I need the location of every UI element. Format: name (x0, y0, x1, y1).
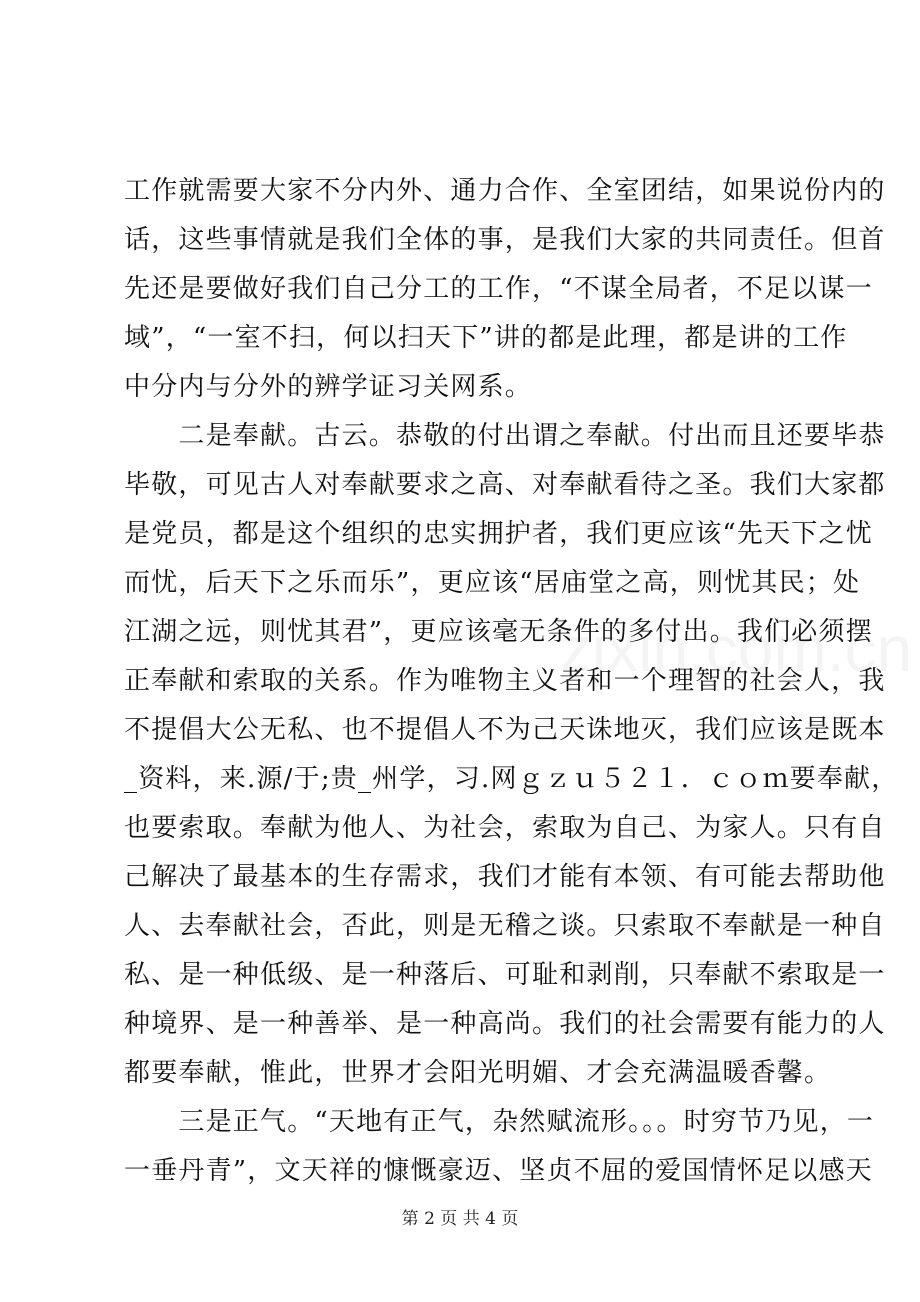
body-text-line: 三是正气。“天地有正气，杂然赋流形。。。时穷节乃见，一 (124, 1107, 875, 1137)
body-text-line: 而忧，后天下之乐而乐”，更应该“居庙堂之高，则忧其民；处 (124, 568, 861, 598)
body-text-line: 都要奉献，惟此，世界才会阳光明媚、才会充满温暖香馨。 (124, 1058, 832, 1088)
body-text-line: 中分内与分外的辨学证习关网系。 (124, 372, 533, 402)
body-text-line: 私、是一种低级、是一种落后、可耻和剥削，只奉献不索取是一 (124, 960, 886, 990)
body-text-line: 毕敬，可见古人对奉献要求之高、对奉献看待之圣。我们大家都 (124, 470, 886, 500)
body-text-line: 先还是要做好我们自己分工的工作，“不谋全局者，不足以谋一 (124, 274, 873, 304)
body-text-line: 是党员，都是这个组织的忠实拥护者，我们更应该“先天下之忧 (124, 519, 873, 549)
body-text-line: 种境界、是一种善举、是一种高尚。我们的社会需要有能力的人 (124, 1009, 886, 1039)
body-text-line: 己解决了最基本的生存需求，我们才能有本领、有可能去帮助他 (124, 862, 886, 892)
body-text-line: 江湖之远，则忧其君”，更应该毫无条件的多付出。我们必须摆 (124, 617, 873, 647)
body-text-line: 一垂丹青”，文天祥的慷慨豪迈、坚贞不屈的爱国情怀足以感天 (124, 1156, 873, 1186)
body-text-line: 域”，“一室不扫，何以扫天下”讲的都是此理，都是讲的工作 (124, 323, 848, 353)
body-text-line: 人、去奉献社会，否此，则是无稽之谈。只索取不奉献是一种自 (124, 911, 886, 941)
body-text-line: 二是奉献。古云。恭敬的付出谓之奉献。付出而且还要毕恭 (124, 421, 886, 451)
page-number-footer: 第 2 页 共 4 页 (401, 1209, 519, 1229)
body-text-line: _资料，来.源/于;贵_州学，习.网ｇｚｕ５２１．ｃｏｍ要奉献， (124, 764, 899, 794)
body-text-line: 不提倡大公无私、也不提倡人不为己天诛地灭，我们应该是既本 (124, 715, 886, 745)
body-text-line: 工作就需要大家不分内外、通力合作、全室团结，如果说份内的 (124, 176, 886, 206)
body-text-line: 也要索取。奉献为他人、为社会，索取为自己、为家人。只有自 (124, 813, 886, 843)
body-text-line: 正奉献和索取的关系。作为唯物主义者和一个理智的社会人，我 (124, 666, 886, 696)
body-text-line: 话，这些事情就是我们全体的事，是我们大家的共同责任。但首 (124, 225, 886, 255)
